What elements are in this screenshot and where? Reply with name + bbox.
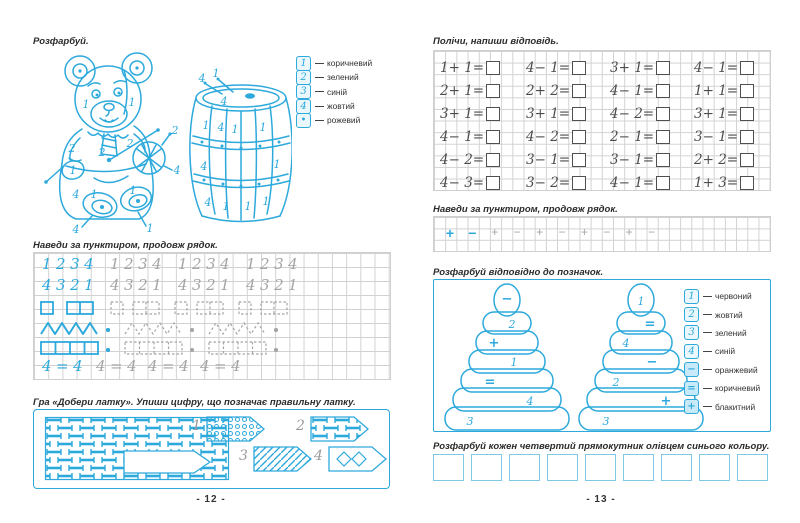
legend-dash — [703, 351, 712, 352]
trace-dotted-text: 4321 — [110, 276, 167, 294]
trace-row-digits-1 — [34, 255, 390, 275]
square-shape-dotted — [238, 301, 252, 316]
math-problem — [694, 79, 772, 102]
legend-symbol-box: 1 — [684, 289, 699, 304]
legend-item — [684, 287, 760, 305]
legend-item — [296, 70, 372, 84]
bullet-dot — [106, 328, 110, 332]
section-title-trace-right: Наведи за пунктиром, продовж рядок. — [433, 204, 618, 215]
legend-label: синій — [327, 86, 348, 97]
zigzag-shape — [40, 321, 100, 337]
patch-option-dots — [206, 416, 266, 442]
answer-box — [572, 84, 586, 98]
answer-box — [486, 176, 500, 190]
legend-dash — [315, 106, 324, 107]
problem-text: 3+ 1= — [610, 59, 655, 76]
section-title-patch-game: Гра «Добери латку». Упиши цифру, що позначає правильну латку. — [33, 397, 356, 408]
ring-label: 3 — [602, 415, 610, 428]
legend-symbol-box: 1 — [296, 56, 311, 71]
figure-number: 2 — [68, 142, 76, 155]
patch-number: 4 — [314, 448, 323, 464]
legend-dash — [315, 77, 324, 78]
ring-label: = — [484, 375, 496, 390]
trace-row-squares — [34, 298, 390, 318]
problem-text: 3+ 1= — [694, 105, 739, 122]
trace-dotted-text: 4321 — [178, 276, 235, 294]
ring-label: 1 — [510, 356, 518, 369]
ring-label: + — [660, 394, 672, 409]
trace-row-strip — [34, 338, 390, 358]
legend-item — [296, 56, 372, 70]
figure-number: 4 — [217, 121, 225, 134]
ring-label: 4 — [622, 337, 630, 350]
problem-text: 4− 1= — [694, 59, 739, 76]
trace-solid-text: 4321 — [42, 276, 99, 294]
problem-text: 2− 1= — [610, 128, 655, 145]
strip-shape-dotted — [124, 341, 184, 357]
trace-symbol: − — [513, 225, 521, 239]
legend-label: зелений — [327, 72, 359, 83]
answer-box — [740, 176, 754, 190]
trace-dotted-text: 1234 — [178, 255, 235, 273]
legend-symbol-box: = — [684, 381, 699, 396]
ring-label: = — [644, 317, 656, 332]
rectangle — [623, 454, 654, 481]
pyramid-top-mark: − — [501, 292, 513, 307]
zigzag-shape-dotted — [124, 321, 184, 337]
legend-dash — [315, 91, 324, 92]
trace-symbols-grid — [433, 216, 771, 252]
math-problem — [526, 79, 610, 102]
legend-dash — [703, 314, 712, 315]
trace-solid-text: 1234 — [42, 255, 99, 273]
problem-text: 4− 1= — [610, 174, 655, 191]
answer-box — [486, 61, 500, 75]
section-title-coloring: Розфарбуй. — [33, 36, 89, 47]
math-problem — [526, 171, 610, 194]
legend-label: жовтий — [715, 309, 743, 320]
trace-dotted-text: 1234 — [110, 255, 167, 273]
figure-number: 4 — [198, 72, 206, 85]
trace-symbol: + — [445, 225, 455, 241]
legend-label: блакитний — [715, 401, 756, 412]
trace-symbol: − — [603, 225, 611, 239]
legend-label: зелений — [715, 327, 747, 338]
legend-symbol-box: + — [684, 399, 699, 414]
double-square-shape-dotted — [132, 301, 160, 316]
bear-and-barrel-illustration — [36, 46, 292, 236]
problem-text: 4− 1= — [440, 128, 485, 145]
missing-patch-hole — [124, 451, 210, 473]
rectangle — [509, 454, 540, 481]
patch-game-box — [33, 409, 390, 489]
legend-symbol-box: 4 — [296, 99, 311, 114]
problem-text: 1+ 1= — [440, 59, 485, 76]
answer-box — [740, 153, 754, 167]
rectangles-row — [433, 454, 769, 481]
math-problem — [440, 125, 526, 148]
problem-text: 3− 1= — [694, 128, 739, 145]
problem-text: 3− 1= — [610, 151, 655, 168]
legend-symbol-box: • — [296, 113, 311, 128]
section-title-pyramids: Розфарбуй відповідно до позначок. — [433, 267, 604, 278]
legend-dash — [315, 120, 324, 121]
section-title-fourth-rect: Розфарбуй кожен четвертий прямокутник олівцем синього кольору. — [433, 441, 770, 452]
figure-number: 4 — [200, 160, 208, 173]
math-problem — [610, 125, 694, 148]
answer-box — [656, 153, 670, 167]
double-square-shape — [66, 301, 94, 316]
trace-symbol: − — [648, 225, 656, 239]
answer-box — [656, 176, 670, 190]
legend-dash — [315, 63, 324, 64]
rectangle — [433, 454, 464, 481]
problem-text: 1+ 1= — [694, 82, 739, 99]
section-title-math: Полічи, напиши відповідь. — [433, 36, 559, 47]
color-legend — [296, 56, 372, 127]
trace-row-zigzag — [34, 318, 390, 338]
problem-text: 1+ 3= — [694, 174, 739, 191]
figure-number: 1 — [273, 158, 281, 171]
figure-number: 4 — [173, 164, 181, 177]
figure-number: 1 — [202, 119, 210, 132]
legend-item — [684, 397, 760, 415]
math-problem — [694, 56, 772, 79]
square-shape — [40, 301, 54, 316]
figure-number: 1 — [244, 200, 252, 213]
zigzag-shape-dotted — [208, 321, 268, 337]
answer-box — [740, 130, 754, 144]
patch-option-bricks — [310, 416, 370, 442]
patch-number: 1 — [192, 418, 201, 434]
bullet-dot — [274, 328, 278, 332]
answer-box — [656, 130, 670, 144]
problem-text: 4− 3= — [440, 174, 485, 191]
math-problem — [694, 102, 772, 125]
answer-box — [740, 61, 754, 75]
trace-dotted-text: 4=4 — [96, 357, 142, 375]
trace-symbol: + — [536, 225, 544, 239]
answer-box — [486, 153, 500, 167]
problem-text: 3+ 1= — [526, 105, 571, 122]
patch-number: 3 — [239, 448, 248, 464]
figure-number: 1 — [146, 222, 154, 235]
figure-number: 1 — [212, 67, 220, 80]
ring-label: − — [646, 355, 658, 370]
trace-symbol: + — [625, 225, 633, 239]
figure-number: 4 — [204, 196, 212, 209]
trace-dotted-text: 1234 — [246, 255, 303, 273]
figure-number: 1 — [259, 121, 267, 134]
figure-number: 2 — [98, 146, 106, 159]
bullet-dot — [190, 348, 194, 352]
legend-label: коричневий — [715, 383, 761, 394]
trace-symbol: + — [580, 225, 588, 239]
math-problem — [694, 148, 772, 171]
legend-item — [296, 99, 372, 113]
trace-row-digits-2 — [34, 276, 390, 296]
legend-label: жовтий — [327, 101, 355, 112]
legend-symbol-box: 2 — [684, 307, 699, 322]
square-shape-dotted — [174, 301, 188, 316]
math-problem — [440, 102, 526, 125]
figure-number: 1 — [128, 96, 136, 109]
legend-dash — [703, 296, 712, 297]
legend-dash — [703, 388, 712, 389]
rectangle — [547, 454, 578, 481]
legend-label: червоний — [715, 291, 752, 302]
trace-dotted-text: 4=4 — [148, 357, 194, 375]
legend-dash — [703, 369, 712, 370]
bullet-dot — [274, 348, 278, 352]
figure-number: 4 — [72, 223, 80, 236]
page-number-right: - 13 - — [586, 494, 616, 505]
legend-label: оранжевий — [715, 364, 758, 375]
legend-label: коричневий — [327, 58, 373, 69]
figure-number: 1 — [90, 188, 98, 201]
strip-shape — [40, 341, 100, 357]
problem-text: 3− 1= — [526, 151, 571, 168]
page-number-left: - 12 - — [196, 494, 226, 505]
math-problem — [610, 102, 694, 125]
legend-item — [296, 113, 372, 127]
math-problem — [526, 125, 610, 148]
ring-label: 2 — [612, 376, 620, 389]
strip-shape-dotted — [208, 341, 268, 357]
patch-option-diamonds — [328, 446, 388, 472]
legend-label: рожевий — [327, 115, 361, 126]
math-problem — [440, 56, 526, 79]
legend-symbol-box: 2 — [296, 70, 311, 85]
math-problem — [440, 79, 526, 102]
trace-solid-text: 4=4 — [42, 357, 88, 375]
answer-box — [572, 153, 586, 167]
math-problems-grid — [433, 50, 771, 191]
double-square-shape-dotted — [260, 301, 288, 316]
figure-number: 1 — [231, 123, 239, 136]
math-problem — [440, 171, 526, 194]
trace-dotted-text: 4321 — [246, 276, 303, 294]
legend-symbol-box: 3 — [684, 325, 699, 340]
math-problem — [610, 56, 694, 79]
answer-box — [572, 61, 586, 75]
ring-label: + — [488, 336, 500, 351]
math-problem — [526, 102, 610, 125]
trace-symbol: + — [491, 225, 499, 239]
legend-item — [684, 342, 760, 360]
problem-text: 4− 2= — [440, 151, 485, 168]
legend-symbol-box: 4 — [684, 344, 699, 359]
answer-box — [486, 130, 500, 144]
ring-label: 3 — [466, 415, 474, 428]
figure-number: 1 — [262, 195, 270, 208]
math-problem — [694, 125, 772, 148]
trace-symbol: − — [468, 225, 477, 241]
answer-box — [486, 107, 500, 121]
legend-item — [296, 85, 372, 99]
tracing-grid — [33, 252, 391, 380]
trace-row-equals — [34, 357, 390, 377]
pyramid-top-mark: 1 — [637, 295, 645, 308]
rectangle — [737, 454, 768, 481]
brick-wall — [44, 416, 230, 482]
figure-number: 1 — [222, 200, 230, 213]
problem-text: 3− 2= — [526, 174, 571, 191]
rectangle — [585, 454, 616, 481]
trace-symbol: − — [558, 225, 566, 239]
figure-number: 2 — [171, 124, 179, 137]
problem-text: 4− 1= — [610, 82, 655, 99]
figure-number: 1 — [69, 164, 77, 177]
math-problem — [526, 56, 610, 79]
double-square-shape-dotted — [196, 301, 224, 316]
answer-box — [656, 107, 670, 121]
figure-number: 1 — [82, 98, 90, 111]
legend-dash — [703, 406, 712, 407]
answer-box — [572, 130, 586, 144]
legend-item — [684, 324, 760, 342]
legend-symbol-box: − — [684, 362, 699, 377]
rectangle — [471, 454, 502, 481]
problem-text: 4− 2= — [610, 105, 655, 122]
answer-box — [740, 84, 754, 98]
problem-text: 2+ 2= — [526, 82, 571, 99]
rectangle — [699, 454, 730, 481]
figure-number: 4 — [220, 95, 228, 108]
math-problem — [526, 148, 610, 171]
problem-text: 4− 2= — [526, 128, 571, 145]
math-problem — [610, 79, 694, 102]
figure-number: 2 — [126, 137, 134, 150]
math-problem — [610, 148, 694, 171]
math-problem — [694, 171, 772, 194]
bullet-dot — [190, 328, 194, 332]
trace-dotted-text: 4=4 — [200, 357, 246, 375]
math-problem — [440, 148, 526, 171]
pyramid-legend — [684, 287, 760, 416]
ring-label: 2 — [508, 318, 516, 331]
answer-box — [740, 107, 754, 121]
figure-number: 4 — [72, 188, 80, 201]
legend-dash — [703, 332, 712, 333]
problem-text: 3+ 1= — [440, 105, 485, 122]
legend-symbol-box: 3 — [296, 84, 311, 99]
figure-number: 1 — [129, 184, 137, 197]
section-title-trace-left: Наведи за пунктиром, продовж рядок. — [33, 240, 218, 251]
math-problem — [610, 171, 694, 194]
problem-text: 4− 1= — [526, 59, 571, 76]
patch-option-stripes — [253, 446, 313, 472]
problem-text: 2+ 2= — [694, 151, 739, 168]
bullet-dot — [106, 348, 110, 352]
legend-item — [684, 361, 760, 379]
answer-box — [656, 84, 670, 98]
answer-box — [572, 107, 586, 121]
square-shape-dotted — [110, 301, 124, 316]
answer-box — [572, 176, 586, 190]
problem-text: 2+ 1= — [440, 82, 485, 99]
legend-label: синій — [715, 346, 736, 357]
answer-box — [656, 61, 670, 75]
patch-number: 2 — [296, 418, 305, 434]
legend-item — [684, 305, 760, 323]
answer-box — [486, 84, 500, 98]
ring-label: 4 — [526, 395, 534, 408]
rectangle — [661, 454, 692, 481]
pyramid-left — [442, 282, 572, 432]
legend-item — [684, 379, 760, 397]
